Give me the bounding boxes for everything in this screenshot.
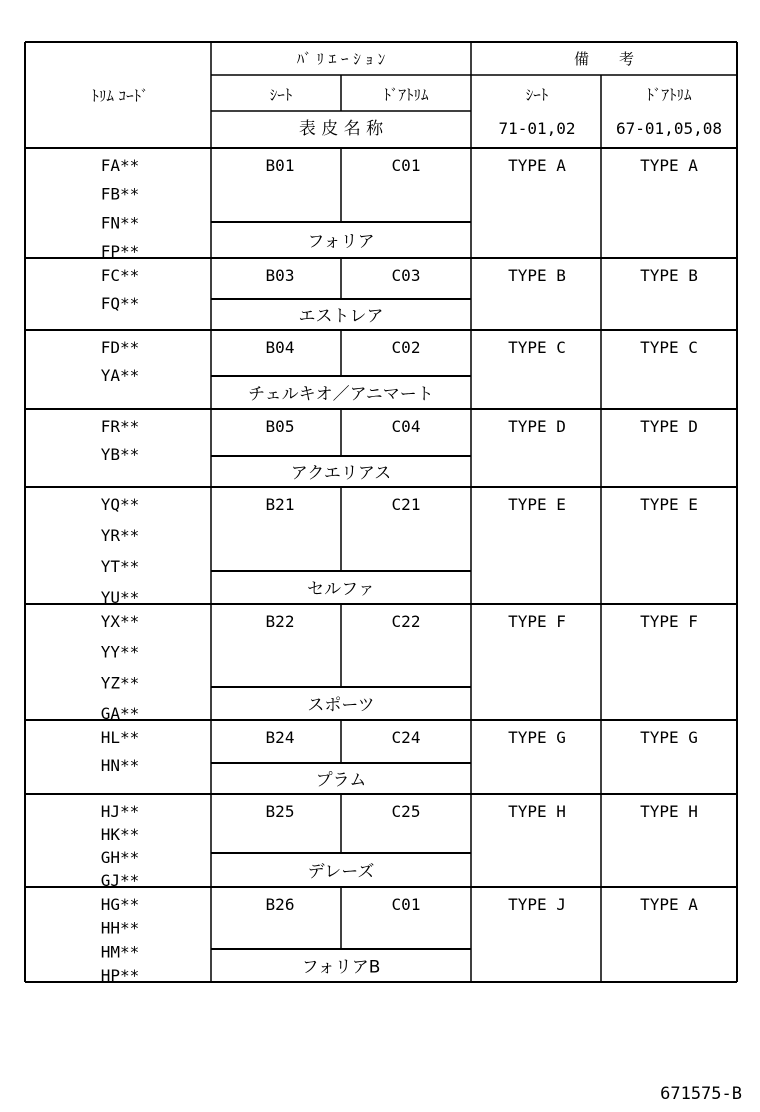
trim-code: YX** <box>100 612 140 631</box>
skin-name: フォリアB <box>301 957 381 978</box>
seat-remark-type: TYPE F <box>508 612 566 631</box>
door-trim-variation-code: C02 <box>391 338 421 357</box>
trim-code: YU** <box>100 588 140 607</box>
trim-code: YZ** <box>100 673 140 693</box>
header-remarks: 備 考 <box>573 50 635 68</box>
door-trim-remark-type: TYPE F <box>640 612 698 631</box>
trim-code: YY** <box>100 642 140 662</box>
seat-remark-type: TYPE E <box>508 495 566 514</box>
seat-remark-type: TYPE A <box>508 156 566 175</box>
trim-code: FR** <box>100 417 140 436</box>
door-trim-remark-type: TYPE E <box>640 495 698 514</box>
door-trim-remark-type: TYPE A <box>640 156 698 175</box>
trim-code: YT** <box>100 557 140 576</box>
door-trim-variation-code: C03 <box>391 266 421 285</box>
header-variation-door-trim: ﾄﾞｱﾄﾘﾑ <box>383 86 429 104</box>
skin-name: デレーズ <box>307 862 375 882</box>
trim-code: HP** <box>100 966 140 985</box>
door-trim-variation-code: C01 <box>391 156 421 175</box>
trim-code: GH** <box>100 848 140 867</box>
door-trim-remark-type: TYPE H <box>640 802 698 821</box>
door-trim-remark-type: TYPE D <box>640 417 698 436</box>
seat-variation-code: B24 <box>265 728 295 747</box>
trim-code: HN** <box>100 756 140 775</box>
trim-code: FP** <box>100 242 140 261</box>
header-door-ref: 67-01,05,08 <box>616 119 722 138</box>
trim-code: HJ** <box>100 802 140 821</box>
trim-code: HM** <box>100 942 140 962</box>
door-trim-variation-code: C21 <box>391 495 421 514</box>
door-trim-variation-code: C24 <box>391 728 421 747</box>
skin-name: アクエリアス <box>290 463 392 484</box>
trim-code: FQ** <box>100 294 140 313</box>
trim-code: YQ** <box>100 495 140 514</box>
door-trim-variation-code: C25 <box>391 802 421 821</box>
door-trim-remark-type: TYPE C <box>640 338 698 357</box>
seat-variation-code: B04 <box>265 338 295 357</box>
trim-code: GJ** <box>100 871 140 890</box>
skin-name: フォリア <box>307 232 375 252</box>
trim-code: HL** <box>100 728 140 747</box>
door-trim-variation-code: C01 <box>391 895 421 914</box>
seat-remark-type: TYPE D <box>508 417 566 436</box>
skin-name: チェルキオ／アニマート <box>248 384 434 405</box>
skin-name: エストレア <box>298 306 384 327</box>
trim-code: FB** <box>100 184 140 204</box>
seat-remark-type: TYPE G <box>508 728 566 747</box>
seat-variation-code: B22 <box>265 612 295 631</box>
seat-remark-type: TYPE H <box>508 802 566 821</box>
seat-remark-type: TYPE J <box>508 895 566 914</box>
door-trim-variation-code: C04 <box>391 417 421 436</box>
door-trim-variation-code: C22 <box>391 612 421 631</box>
header-remarks-door-trim: ﾄﾞｱﾄﾘﾑ <box>646 86 692 104</box>
trim-code: YR** <box>100 526 140 545</box>
skin-name: セルファ <box>307 579 375 600</box>
header-skin-name: 表 皮 名 称 <box>298 119 384 139</box>
skin-name: プラム <box>315 770 367 791</box>
seat-remark-type: TYPE B <box>508 266 566 285</box>
door-trim-remark-type: TYPE A <box>640 895 698 914</box>
seat-remark-type: TYPE C <box>508 338 566 357</box>
header-seat-ref: 71-01,02 <box>498 119 576 138</box>
skin-name: スポーツ <box>307 695 375 716</box>
trim-code: FC** <box>100 266 140 285</box>
document-reference: 671575-B <box>660 1084 742 1104</box>
trim-code: YB** <box>100 445 140 464</box>
trim-code: HK** <box>100 825 140 844</box>
header-remarks-seat: ｼｰﾄ <box>525 86 549 104</box>
trim-code: HG** <box>100 895 140 914</box>
header-variation-seat: ｼｰﾄ <box>269 86 293 104</box>
trim-code: GA** <box>100 704 140 723</box>
table-header <box>91 50 722 139</box>
seat-variation-code: B26 <box>265 895 295 914</box>
trim-code: FD** <box>100 338 140 357</box>
seat-variation-code: B25 <box>265 802 295 821</box>
seat-variation-code: B21 <box>265 495 295 514</box>
trim-code: YA** <box>100 366 140 385</box>
door-trim-remark-type: TYPE G <box>640 728 698 747</box>
seat-variation-code: B03 <box>265 266 295 285</box>
door-trim-remark-type: TYPE B <box>640 266 698 285</box>
trim-code: HH** <box>100 918 140 938</box>
trim-code: FN** <box>100 213 140 233</box>
trim-code: FA** <box>100 156 140 175</box>
seat-variation-code: B05 <box>265 417 295 436</box>
header-variation: ﾊﾞ ﾘ ｴ ｰ ｼ ｮ ﾝ <box>296 50 386 68</box>
seat-variation-code: B01 <box>265 156 295 175</box>
header-trim-code: ﾄﾘﾑ ｺｰﾄﾞ <box>91 87 149 105</box>
